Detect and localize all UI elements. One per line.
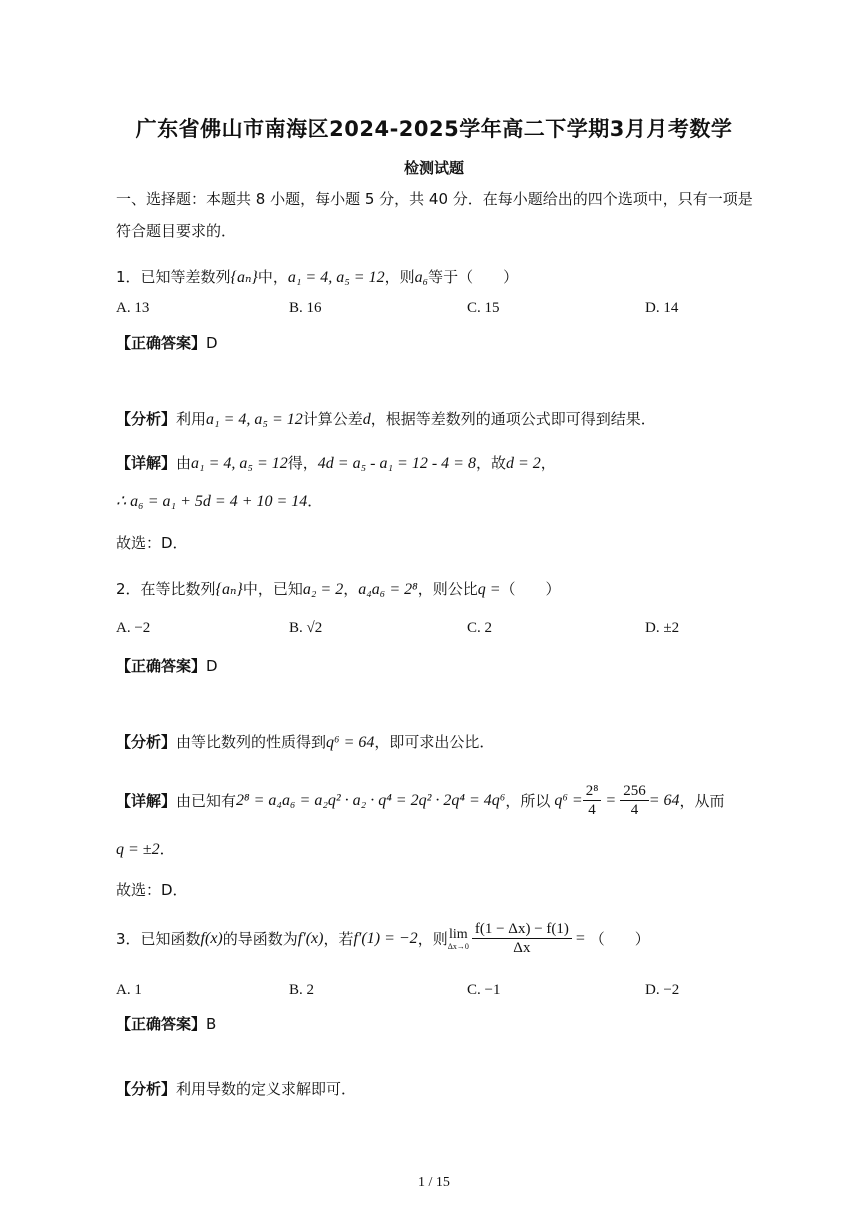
q1-detail-d: ， — [540, 454, 556, 472]
q1-detail-math1: a₁ = 4, a₅ = 12 — [191, 455, 288, 472]
q1-option-b: B. 16 — [289, 300, 322, 316]
q1-detail-math2: 4d = a₅ - a₁ = 12 - 4 = 8 — [317, 455, 476, 472]
q3-eq: = — [574, 929, 586, 947]
q1-analysis-label: 【分析】 — [116, 410, 177, 428]
q1-detail-c: ，故 — [475, 454, 506, 472]
q2-detail-line2-math: q = ±2 — [116, 841, 160, 858]
q2-option-d: D. ±2 — [645, 620, 680, 636]
q1-answer — [116, 332, 218, 353]
q2-condition-1: a₂ = 2 — [302, 581, 344, 598]
q2-target: q = — [477, 581, 501, 598]
q3-analysis-label: 【分析】 — [116, 1080, 177, 1098]
q1-target: a₆ — [414, 269, 429, 286]
q2-condition-2: a₄a₆ = 2⁸ — [358, 581, 418, 598]
q1-sequence: {aₙ} — [230, 269, 258, 286]
q1-analysis-b: 计算公差 — [302, 410, 363, 428]
document-subtitle: 检测试题 — [403, 159, 464, 177]
q1-answer-value: D — [206, 334, 218, 352]
q3-option-c: C. −1 — [467, 982, 501, 998]
q2-detail-fraction-2 — [620, 782, 649, 819]
q3-answer — [116, 1013, 216, 1034]
q2-detail-line2-end: ． — [159, 840, 175, 858]
q1-detail-b: 得， — [287, 454, 318, 472]
q2-detail-label: 【详解】 — [116, 792, 177, 810]
q2-analysis-b: ，即可求出公比． — [374, 733, 495, 751]
q1-detail-line2-end: ． — [307, 492, 323, 510]
q2-stem-a: 2．在等比数列 — [116, 580, 216, 598]
q3-analysis-text: 利用导数的定义求解即可． — [176, 1080, 357, 1098]
q3-option-b: B. 2 — [289, 982, 315, 998]
q2-frac2-numerator: 256 — [620, 782, 649, 801]
q3-derivative: f′(x) — [297, 929, 324, 947]
q2-frac1-numerator: 2⁸ — [583, 782, 602, 801]
q2-detail: 【详解】 由已知有 2⁸ = a₄a₆ = a₂q² · a₂ · q⁴ = 2q² · 2q⁴ = 4q⁶ ，所以 q⁶ = $\frac{\text{2⁸}}{4}$ = $\frac{256}{4}$ = 64 ，从而 — [116, 783, 725, 818]
q1-conclusion: 故选：D． — [116, 534, 188, 552]
q3-stem-b: 的导函数为 — [222, 930, 298, 948]
q3-answer-value: B — [206, 1015, 217, 1033]
question-2-stem — [116, 578, 561, 599]
q2-stem-e: （ ） — [500, 580, 561, 598]
q1-analysis-a: 利用 — [176, 410, 207, 428]
q3-option-a: A. 1 — [116, 982, 142, 998]
q2-detail-line2 — [116, 838, 175, 859]
q1-analysis-d: d — [362, 411, 371, 428]
q2-detail-frac-rhs: = 64 — [648, 791, 680, 809]
q3-stem-c: ，若 — [323, 930, 354, 948]
q3-limit — [448, 927, 469, 951]
question-3-stem — [116, 920, 650, 957]
q2-option-c: C. 2 — [467, 620, 493, 636]
q2-answer-value: D — [206, 657, 218, 675]
q2-detail-math1: 2⁸ = a₄a₆ = a₂q² · a₂ · q⁴ = 2q² · 2q⁴ = 4q⁶ — [236, 791, 506, 809]
q2-frac2-denominator: 4 — [630, 802, 639, 818]
q1-stem-b: 中， — [257, 268, 288, 286]
q2-sequence: {aₙ} — [215, 581, 243, 598]
q1-detail-line2 — [116, 490, 322, 511]
q3-answer-label: 【正确答案】 — [116, 1015, 207, 1033]
q2-analysis-a: 由等比数列的性质得到 — [176, 733, 327, 751]
q2-detail-b: ，所以 — [505, 792, 551, 810]
q3-limit-sub: Δx→0 — [447, 941, 469, 951]
q1-analysis-c: ，根据等差数列的通项公式即可得到结果． — [370, 410, 656, 428]
q2-stem-b: 中，已知 — [242, 580, 303, 598]
q1-detail-line2-math: ∴ a₆ = a₁ + 5d = 4 + 10 = 14 — [116, 493, 308, 510]
q2-option-a: A. −2 — [116, 620, 151, 636]
q3-analysis — [116, 1078, 356, 1099]
q3-stem-a: 3．已知函数 — [116, 930, 201, 948]
section-heading-cont: 符合题目要求的． — [116, 222, 237, 240]
q1-detail-math3: d = 2 — [505, 455, 541, 472]
page-number: 1 / 15 — [418, 1175, 450, 1190]
document-title: 广东省佛山市南海区2024-2025学年高二下学期3月月考数学 — [135, 117, 733, 141]
q3-frac-denominator: Δx — [513, 940, 531, 956]
q1-option-a: A. 13 — [116, 300, 150, 316]
q1-stem-a: 1．已知等差数列 — [116, 268, 231, 286]
q2-conclusion: 故选：D． — [116, 881, 188, 899]
q2-stem-c: ， — [343, 580, 359, 598]
q1-answer-label: 【正确答案】 — [116, 334, 207, 352]
q3-frac-numerator: f(1 − Δx) − f(1) — [472, 920, 572, 939]
q3-option-d: D. −2 — [645, 982, 680, 998]
q2-answer-label: 【正确答案】 — [116, 657, 207, 675]
q2-answer — [116, 655, 218, 676]
q2-detail-a: 由已知有 — [176, 792, 237, 810]
q3-condition: f′(1) = −2 — [353, 929, 418, 947]
q1-analysis-math: a₁ = 4, a₅ = 12 — [206, 411, 303, 428]
q2-analysis-label: 【分析】 — [116, 733, 177, 751]
q1-detail-label: 【详解】 — [116, 454, 177, 472]
q2-stem-d: ，则公比 — [417, 580, 478, 598]
q3-stem-e: （ ） — [589, 930, 650, 948]
q2-detail-c: ，从而 — [679, 792, 725, 810]
q3-limit-word: lim — [448, 926, 468, 942]
q2-detail-frac-lhs: q⁶ = — [554, 791, 583, 809]
section-heading: 一、选择题：本题共 8 小题，每小题 5 分，共 40 分．在每小题给出的四个选项中，只有一项是 — [116, 190, 753, 208]
question-1-stem — [116, 266, 518, 287]
q3-function: f(x) — [200, 929, 223, 947]
q1-option-d: D. 14 — [645, 300, 679, 316]
q1-detail — [116, 452, 556, 473]
q1-stem-c: ，则 — [384, 268, 415, 286]
q2-detail-fraction-1 — [583, 782, 602, 819]
q1-option-c: C. 15 — [467, 300, 500, 316]
q3-stem-d: ，则 — [417, 930, 448, 948]
q1-detail-a: 由 — [176, 454, 192, 472]
q1-condition: a₁ = 4, a₅ = 12 — [287, 269, 385, 286]
q2-analysis — [116, 731, 494, 752]
q2-option-b: B. √2 — [289, 620, 323, 636]
q2-frac1-denominator: 4 — [588, 802, 596, 818]
q3-options — [116, 982, 756, 1004]
q1-options — [116, 300, 756, 320]
q2-options — [116, 620, 756, 642]
q2-analysis-math: q⁶ = 64 — [326, 734, 375, 751]
q1-stem-d: 等于（ ） — [428, 268, 519, 286]
q3-fraction — [472, 920, 572, 957]
q1-analysis — [116, 408, 656, 429]
